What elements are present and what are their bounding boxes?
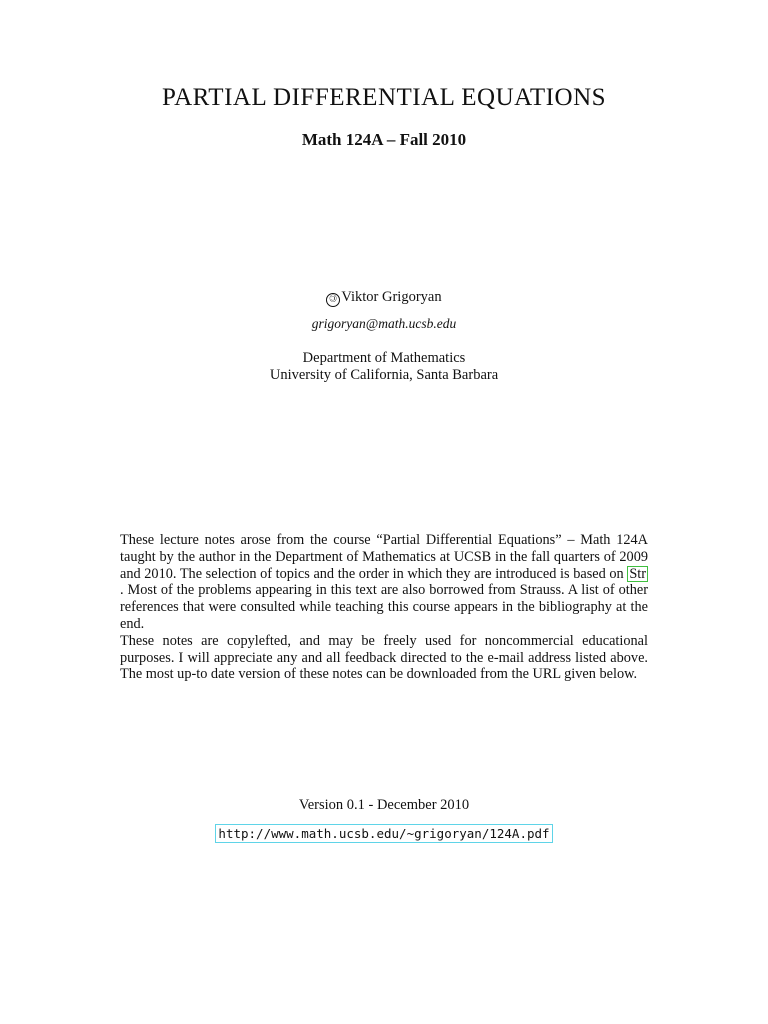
course-subtitle: Math 124A – Fall 2010 [301,130,467,149]
abstract-paragraph-2: These notes are copylefted, and may be freely used for noncommercial educational purposes. I will appreciate any and all feedback directed to the e-mail address listed above. The most up-to date version of these notes can be downloaded from the URL given below. [120,632,648,683]
abstract [120,532,648,683]
copyleft-icon: © [326,293,340,307]
citation-link-str[interactable]: Str [629,565,646,582]
author-email: grigoryan@math.ucsb.edu [311,316,457,331]
abstract-p1-text-cont: . Most of the problems appearing in this text are also borrowed from Strauss. A list of other references that were consulted while teaching this course appears in the bibliography at the end. [120,582,648,632]
version-line: Version 0.1 - December 2010 [298,797,470,813]
url-container [0,823,768,843]
document-title: PARTIAL DIFFERENTIAL EQUATIONS [161,84,607,111]
abstract-paragraph-1 [120,532,648,633]
download-url-link[interactable]: http://www.math.ucsb.edu/~grigoryan/124A.pdf [215,824,552,843]
department-name: Department of Mathematics [302,350,466,366]
author-name: Viktor Grigoryan [341,289,442,305]
affiliation [0,350,768,384]
author-line [0,289,768,307]
university-name: University of California, Santa Barbara [269,367,499,383]
abstract-p1-text: These lecture notes arose from the course “Partial Differential Equations” – Math 124A taught by the author in the Department of Mathematics at UCSB in the fall quarters of 2009 and 2010. The selection of topics and the order in which they are introduced is based on [120,532,648,582]
